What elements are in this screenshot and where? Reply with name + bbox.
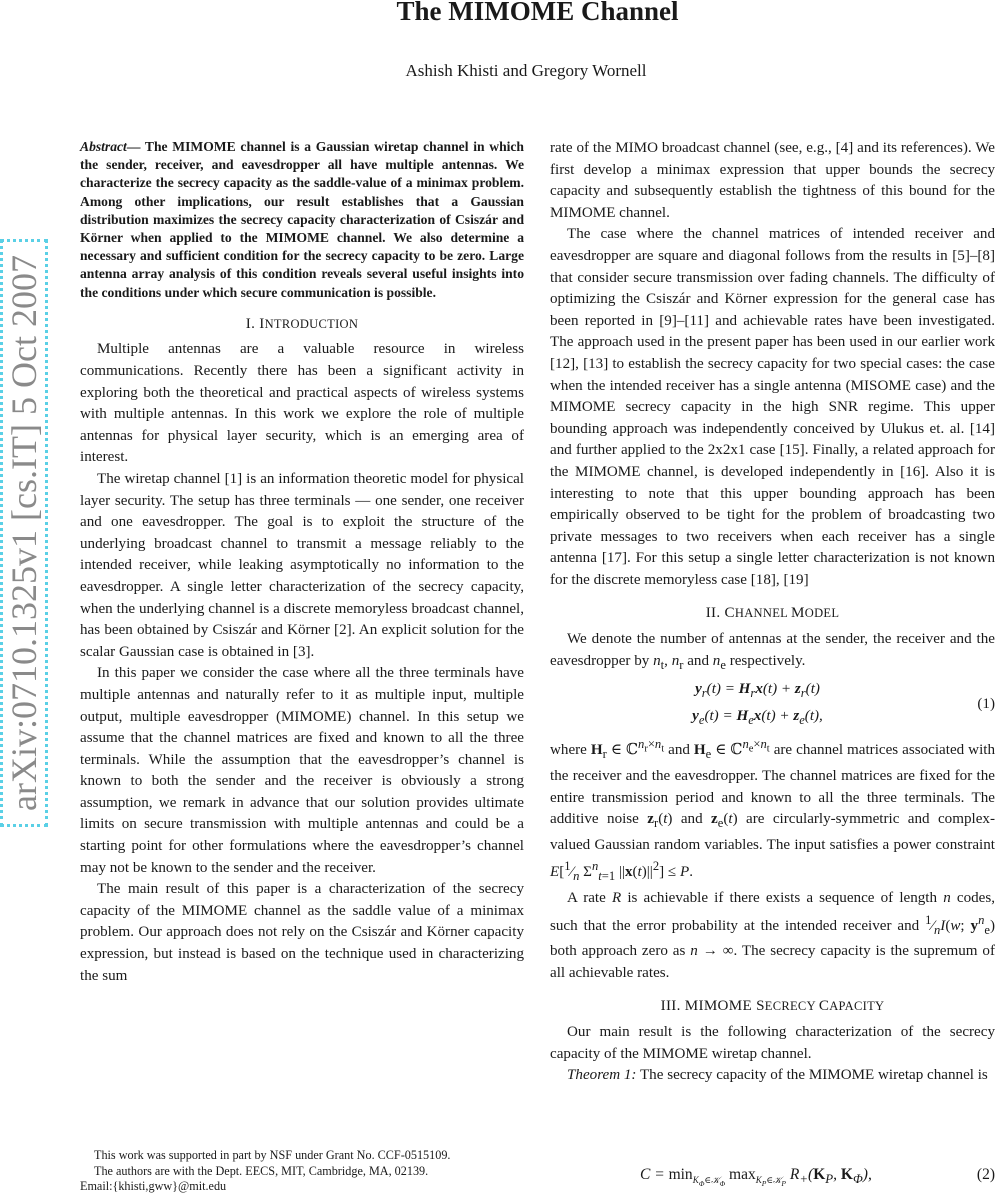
intro-paragraph-4: The main result of this paper is a characterization of the secrecy capacity of the MIMOME channel as the saddle value of a minimax problem. Our approach does not rely on the Csiszár and Körner capacity expression, but instead is based on the technique used in characterizing the sum [80, 881, 524, 984]
equation-1-number: (1) [977, 696, 995, 713]
section-heading-channel-model: II. CHANNEL MODEL [705, 605, 840, 622]
left-column [80, 138, 524, 987]
arxiv-stamp-text: arXiv:0710.1325v1 [cs.IT] 5 Oct 2007 [4, 255, 44, 811]
equation-1-line-1: $y_r(t) = H_rx(t) + z_r(t)$ [695, 681, 820, 701]
channel-model-paragraph-3: A rate R is achievable if there exists a sequence of length n codes, such that the error probability at the intended receiver and $^1⁄_nI(w$; $y^n_e$) both approach zero as n → ∞. The secrecy capacity is the supremum of all achievable rates. [550, 889, 995, 981]
footnote-affiliation: The authors are with the Dept. EECS, MIT, Cambridge, MA, 02139. [94, 1163, 429, 1178]
section-heading-introduction: I. INTRODUCTION [245, 315, 359, 332]
equation-2-formula: $C = \min_{K_\Phi\in 𝒦_\Phi} \max_{K_P\in 𝒦_P} R_+(K_P$, $K_\Phi$), [640, 1166, 872, 1188]
footnote-email: Email:{khisti,gww}@mit.edu [80, 1179, 227, 1194]
theorem-1-label: Theorem 1: [567, 1067, 637, 1084]
intro-paragraph-4-continued: rate of the MIMO broadcast channel (see, e.g., [4] and its references). We first develop a minimax expression that upper bounds the secrecy capacity and subsequently establish the tightness of this bound for the MIMOME channel. [550, 140, 995, 221]
intro-paragraph-3: In this paper we consider the case where all the three terminals have multiple antennas and naturally refer to it as multiple input, multiple output, multiple eavesdropper (MIMOME) channel. In this setup we assume that the channel matrices are fixed and known to all the three terminals. While the assumption that the eavesdropper’s channel is known to both the sender and the receiver is obviously a strong assumption, we remark in advance that our solution provides ultimate limits on secure transmission with multiple antennas and could be a starting point for other formulations where the eavesdropper’s channel may not be known to the sender and the receiver. [80, 665, 524, 876]
related-work-paragraph: The case where the channel matrices of intended receiver and eavesdropper are square and diagonal follows from the results in [5]–[8] that consider secure transmission over fading channels. The difficulty of optimizing the Csiszár and Körner expression for the general case has been reported in [9]–[11] and achievable rates have been investigated. The approach used in the present paper has been used in our earlier work [12], [13] to establish the secrecy capacity for two special cases: the case when the intended receiver has a single antenna (MISOME case) and the MIMOME secrecy capacity in the high SNR regime. This upper bounding approach was independently conceived by Ulukus et. al. [14] and further applied to the 2x2x1 case [15]. Finally, a related approach for the MIMOME channel, is developed independently in [16]. Also it is interesting to note that this upper bounding approach has been empirically observed to be tight for the problem of broadcasting two private messages to two receivers when each receiver has a single antenna [17]. For this setup a single letter characterization is not known for the discrete memoryless case [18], [19] [550, 226, 995, 588]
paper-authors: Ashish Khisti and Gregory Wornell [405, 61, 647, 80]
channel-model-paragraph-1: We denote the number of antennas at the sender, the receiver and the eavesdropper by $n_t$, $n_r$ and $n_e$ respectively. [550, 631, 995, 672]
arxiv-stamp[interactable] [0, 239, 48, 827]
channel-model-paragraph-2: where $H_r$ ∈ ℂ$^{n_r\times n_t}$ and $H_e$ ∈ ℂ$^{n_e\times n_t}$ are channel matrices associated with the receiver and the eavesdropper. The channel matrices are fixed for the entire transmission period and known to all the three terminals. The additive noise $z_r(t)$ and $z_e(t)$ are circularly-symmetric and complex-valued Gaussian random variables. The input satisfies a power constraint $E[^1⁄_n$ $\Sigma^n_{t=1}$ $||x(t)||^2] \le P$. [550, 737, 995, 884]
right-column [550, 138, 995, 1087]
equation-2-number: (2) [976, 1166, 995, 1183]
intro-paragraph-2: The wiretap channel [1] is an information theoretic model for physical layer security. The setup has three terminals — one sender, one receiver and one eavesdropper. The goal is to exploit the structure of the underlying broadcast channel to transmit a message reliably to the intended receiver, while leaking asymptotically no information to the eavesdropper. A single letter characterization of the secrecy capacity, when the underlying channel is a discrete memoryless broadcast channel, has been obtained by Csiszár and Körner [2]. An explicit solution for the scalar Gaussian case is obtained in [3]. [80, 470, 524, 660]
intro-paragraph-1: Multiple antennas are a valuable resource in wireless communications. Recently there has been a significant activity in exploring both the theoretical and practical aspects of wireless systems with multiple antennas. In this work we explore the role of multiple antennas for physical layer security, which is an emerging area of interest. [80, 341, 524, 466]
abstract-label: Abstract [80, 139, 127, 154]
theorem-1: Theorem 1: The secrecy capacity of the MIMOME wiretap channel is [567, 1067, 988, 1084]
equation-1-line-2: $y_e(t) = H_ex(t) + z_e(t)$, [692, 708, 823, 728]
section-heading-secrecy-capacity: III. MIMOME SECRECY CAPACITY [660, 998, 885, 1015]
abstract-text: — The MIMOME channel is a Gaussian wiretap channel in which the sender, receiver, and eavesdropper all have multiple antennas. We characterize the secrecy capacity as the saddle-value of a minimax problem. Among other implications, our result establishes that a Gaussian distribution maximizes the secrecy capacity characterization of Csiszár and Körner when applied to the MIMOME channel. We also determine a necessary and sufficient condition for the secrecy capacity to be zero. Large antenna array analysis of this condition reveals several useful insights into the conditions under which secure communication is possible. [80, 139, 524, 300]
footnote-funding: This work was supported in part by NSF under Grant No. CCF-0515109. [94, 1148, 451, 1162]
footnote [80, 1148, 524, 1195]
equation-1 [550, 678, 995, 732]
paper-title: The MIMOME Channel [396, 0, 679, 26]
secrecy-capacity-paragraph: Our main result is the following characterization of the secrecy capacity of the MIMOME wiretap channel. [550, 1023, 995, 1062]
abstract [80, 138, 524, 302]
